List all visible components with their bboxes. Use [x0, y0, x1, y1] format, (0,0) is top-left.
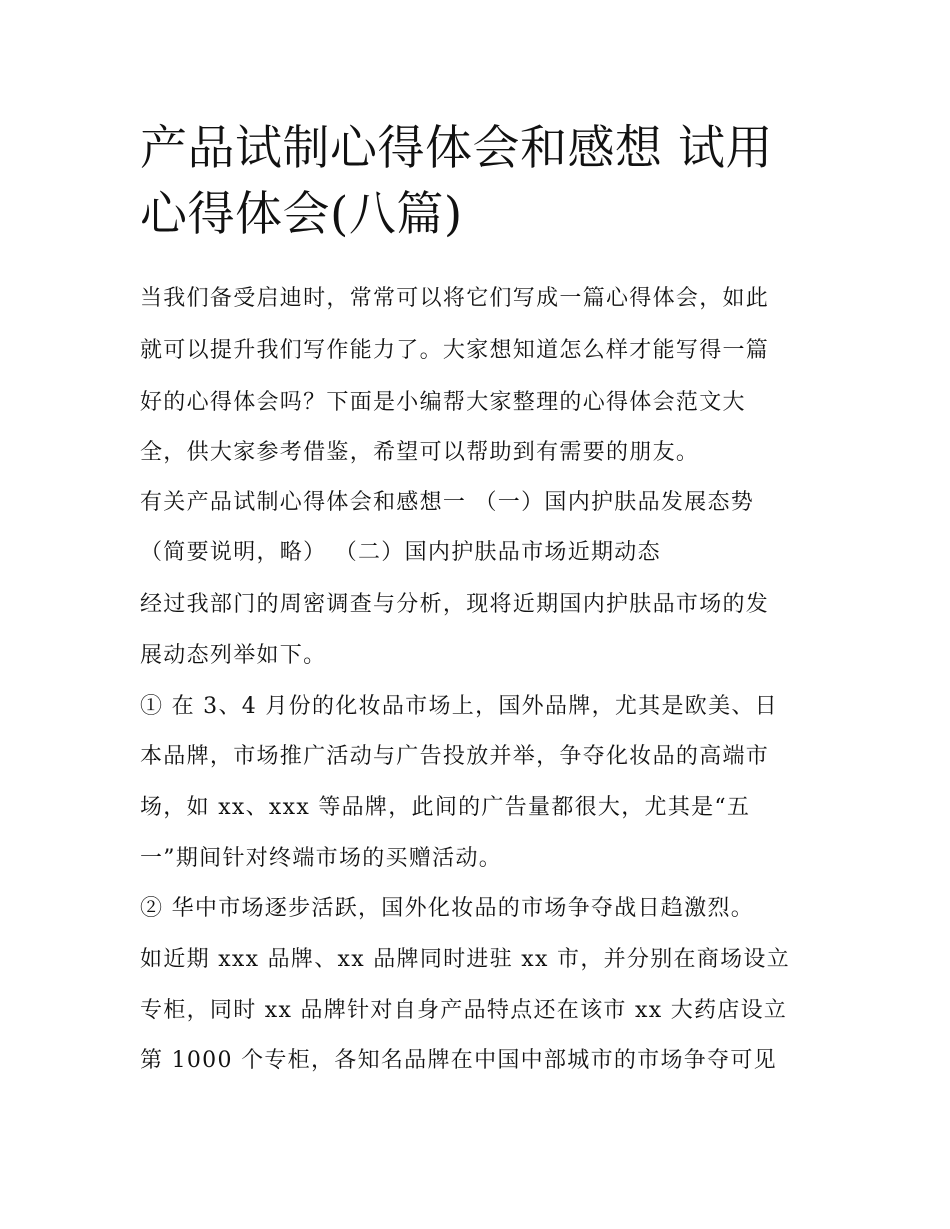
body-line: 就可以提升我们写作能力了。大家想知道怎么样才能写得一篇: [140, 338, 770, 363]
body-line: 本品牌，市场推广活动与广告投放并举，争夺化妆品的高端市: [140, 744, 770, 769]
body-line: ① 在 3、4 月份的化妆品市场上，国外品牌，尤其是欧美、日: [140, 694, 778, 719]
title-line-1: 产品试制心得体会和感想 试用: [140, 121, 773, 176]
body-line: ② 华中市场逐步活跃，国外化妆品的市场争夺战日趋激烈。: [140, 896, 755, 921]
body-line: 当我们备受启迪时，常常可以将它们写成一篇心得体会，如此: [140, 286, 770, 311]
body-line: 专柜，同时 xx 品牌针对自身产品特点还在该市 xx 大药店设立: [140, 998, 788, 1023]
body-line: 全，供大家参考借鉴，希望可以帮助到有需要的朋友。: [140, 440, 700, 465]
body-line: 有关产品试制心得体会和感想一 （一）国内护肤品发展态势: [140, 490, 755, 515]
body-line: 经过我部门的周密调查与分析，现将近期国内护肤品市场的发: [140, 592, 770, 617]
title-line-2: 心得体会(八篇): [140, 187, 463, 242]
body-line: 好的心得体会吗？下面是小编帮大家整理的心得体会范文大: [140, 390, 746, 415]
body-line: （简要说明，略） （二）国内护肤品市场近期动态: [140, 540, 661, 565]
body-line: 场，如 xx、xxx 等品牌，此间的广告量都很大，尤其是“五: [140, 795, 751, 820]
body-line: 展动态列举如下。: [140, 643, 327, 668]
body-line: 一”期间针对终端市场的买赠活动。: [140, 846, 503, 871]
body-line: 如近期 xxx 品牌、xx 品牌同时进驻 xx 市，并分别在商场设立: [140, 947, 791, 972]
body-line: 第 1000 个专柜，各知名品牌在中国中部城市的市场争夺可见: [140, 1048, 777, 1073]
document-title: [140, 116, 820, 248]
